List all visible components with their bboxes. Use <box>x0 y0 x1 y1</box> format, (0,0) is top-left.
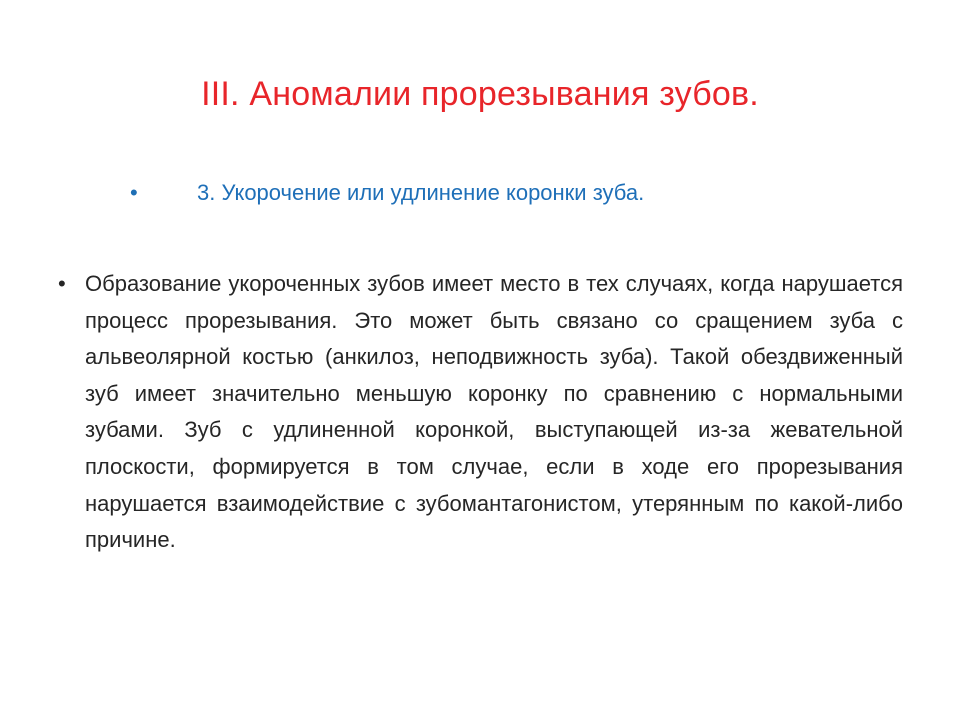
bullet-icon: • <box>58 271 66 296</box>
subheading-bullet-item <box>130 176 644 210</box>
slide-title: III. Аномалии прорезывания зубов. <box>201 75 759 113</box>
body-paragraph: Образование укороченных зубов имеет место в тех случаях, когда нарушается процесс прорезывания. Это может быть связано со сращением зуба с альвеолярной костью (анкилоз, неподвижность зуба). Такой обездвиженный зуб имеет значительно меньшую коронку по сравнению с нормальными зубами. Зуб с удлиненной коронкой, выступающей из-за жевательной плоскости, формируется в том случае, если в ходе его прорезывания нарушается взаимодействие с зубомантагонистом, утерянным по какой-либо причине. <box>85 271 903 553</box>
body-bullet-item <box>58 266 908 559</box>
bullet-icon: • <box>130 180 138 205</box>
subheading-text: 3. Укорочение или удлинение коронки зуба. <box>197 180 645 205</box>
